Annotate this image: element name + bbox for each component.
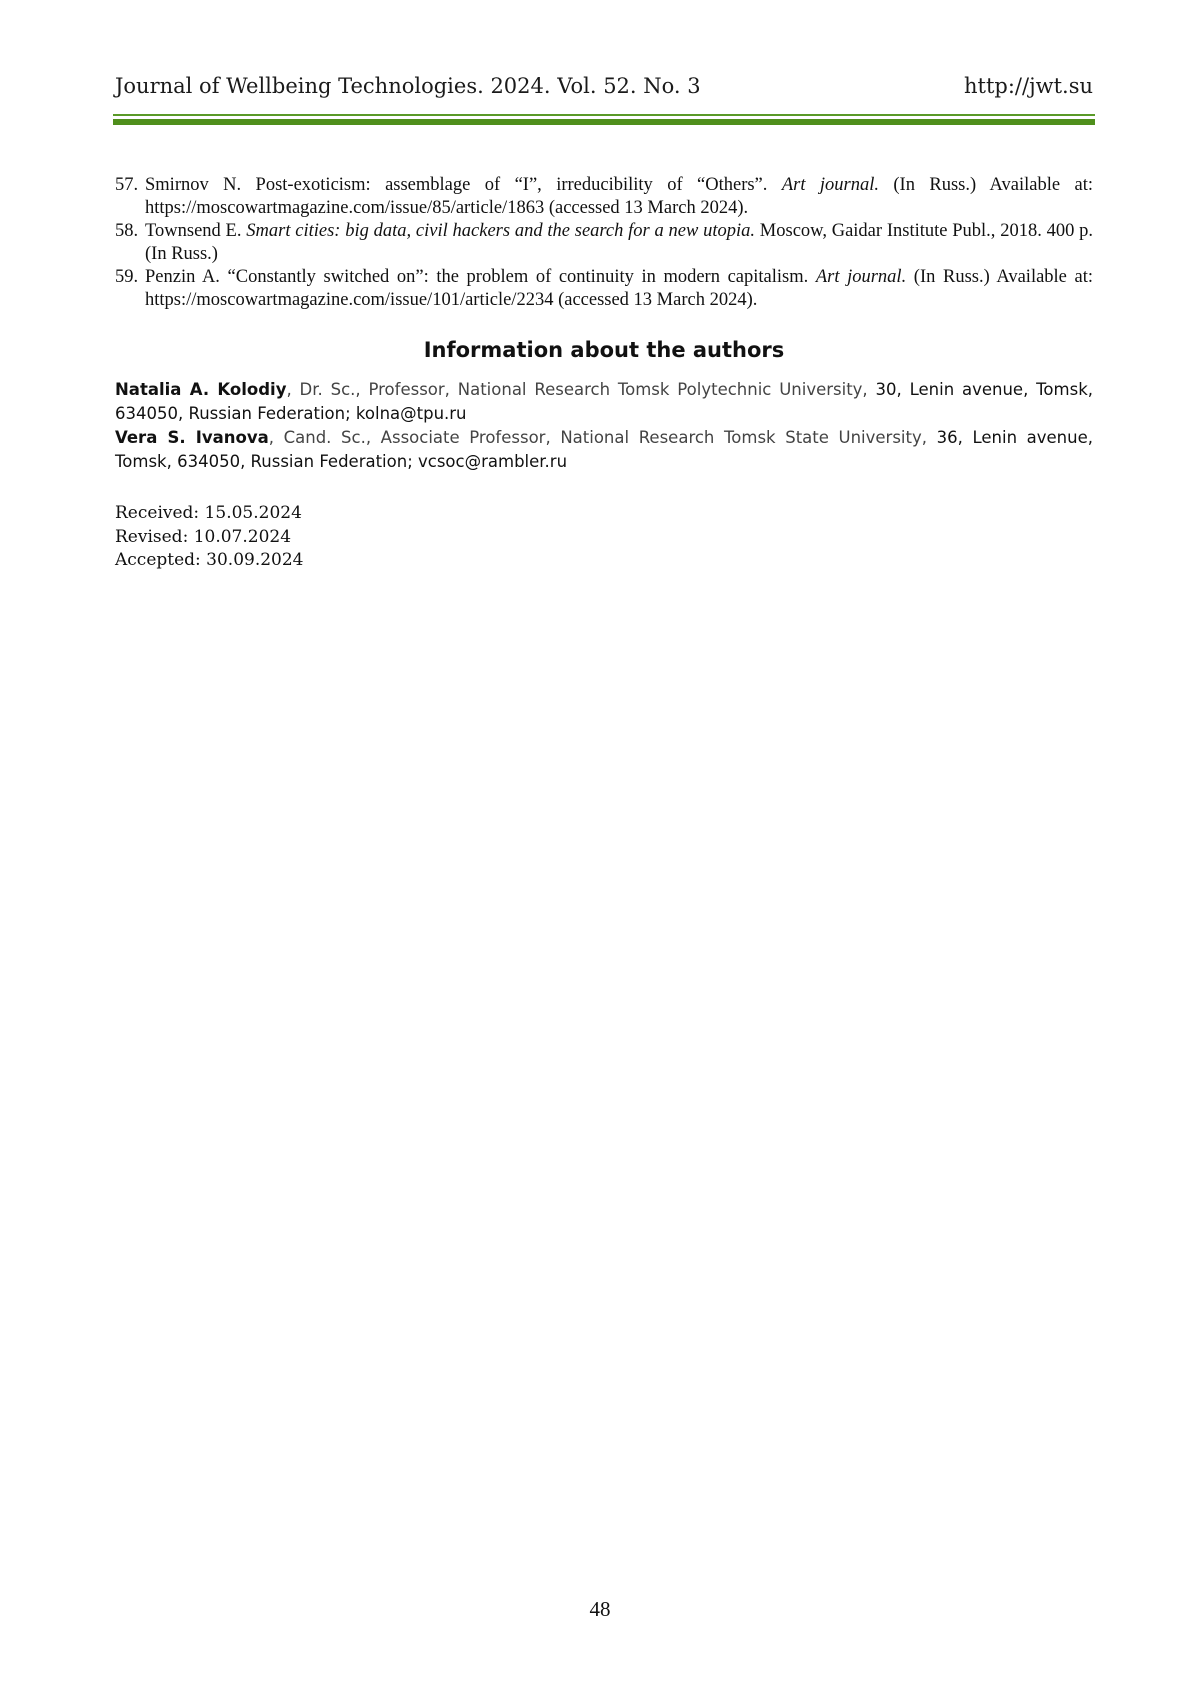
reference-text: Townsend E. <box>145 221 247 241</box>
accepted-date: Accepted: 30.09.2024 <box>115 550 304 570</box>
reference-text-end: Moscow, Gaidar Institute Publ., 2018. 400 p. (In Russ.) <box>145 221 1093 264</box>
journal-title: Journal of Wellbeing Technologies. 2024. Vol. 52. No. 3 <box>115 74 701 98</box>
reference-number: 58. <box>115 221 139 241</box>
received-date: Received: 15.05.2024 <box>115 503 302 523</box>
reference-source: Art journal. <box>781 175 879 195</box>
author-entry <box>115 426 1093 474</box>
reference-item <box>115 266 1093 312</box>
reference-text-end: (In Russ.) Available at: https://moscowartmagazine.com/issue/101/article/2234 (accessed 13 March 2024). <box>145 267 1093 310</box>
reference-list <box>115 174 1093 312</box>
running-header <box>115 70 1093 106</box>
reference-text: Penzin A. “Constantly switched on”: the problem of continuity in modern capitalism. <box>145 267 816 287</box>
revised-date: Revised: 10.07.2024 <box>115 526 292 547</box>
authors-info <box>115 378 1093 474</box>
journal-url[interactable]: http://jwt.su <box>964 74 1093 98</box>
author-affiliation: , Cand. Sc., Associate Professor, National Research Tomsk State University, <box>268 428 927 447</box>
author-name: Vera S. Ivanova <box>115 428 269 447</box>
author-entry <box>115 378 1093 426</box>
reference-source: Smart cities: big data, civil hackers and the search for a new utopia. <box>246 221 756 241</box>
author-affiliation: , Dr. Sc., Professor, National Research Tomsk Polytechnic University, <box>286 380 868 399</box>
article-dates <box>115 502 304 573</box>
page-number: 48 <box>589 1597 611 1621</box>
reference-text-end: (In Russ.) Available at: https://moscowartmagazine.com/issue/85/article/1863 (accessed 13 March 2024). <box>145 175 1093 218</box>
author-address: 30, Lenin avenue, Tomsk, 634050, Russian Federation; kolna@tpu.ru <box>115 380 1093 423</box>
reference-source: Art journal. <box>815 267 907 287</box>
reference-text: Smirnov N. Post-exoticism: assemblage of “I”, irreducibility of “Others”. <box>145 175 782 195</box>
reference-item <box>115 220 1093 266</box>
reference-number: 57. <box>115 175 139 195</box>
author-name: Natalia A. Kolodiy <box>115 380 287 399</box>
header-rule-thin <box>113 114 1095 116</box>
author-address: 36, Lenin avenue, Tomsk, 634050, Russian Federation; vcsoc@rambler.ru <box>115 428 1093 471</box>
reference-item <box>115 174 1093 220</box>
reference-number: 59. <box>115 267 139 287</box>
authors-section-title: Information about the authors <box>423 338 785 362</box>
header-rule-thick <box>113 119 1095 125</box>
